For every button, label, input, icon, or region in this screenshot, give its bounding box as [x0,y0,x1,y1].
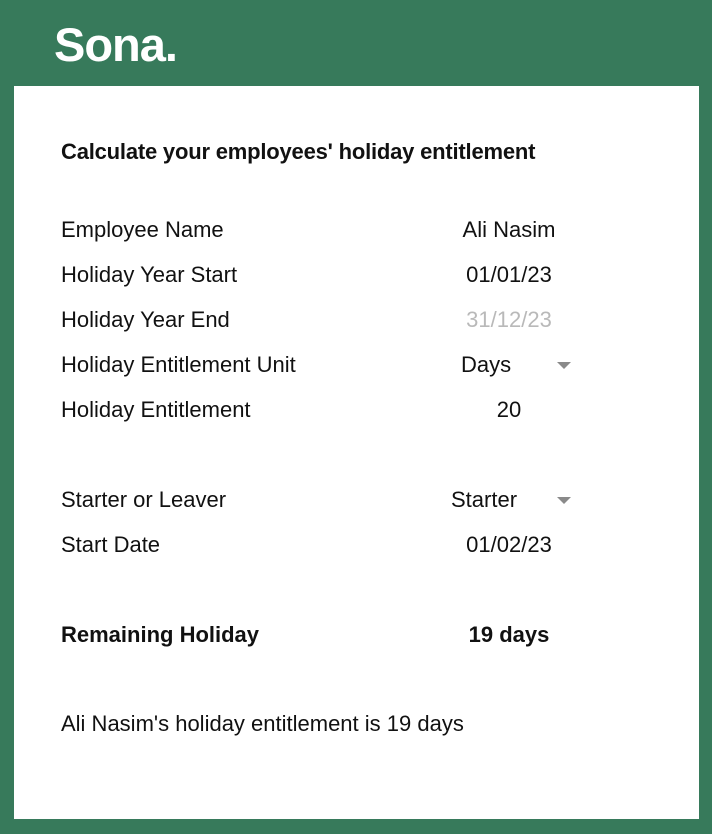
entitlement-unit-select[interactable]: Days [461,352,512,377]
remaining-holiday-value: 19 days [468,622,550,647]
holiday-entitlement-input[interactable]: 20 [496,397,522,422]
row-holiday-year-start [14,255,699,295]
chevron-down-icon[interactable] [557,362,571,369]
row-employee-name [14,210,699,250]
holiday-entitlement-label: Holiday Entitlement [61,397,251,422]
starter-or-leaver-select[interactable]: Starter [451,487,518,512]
row-starter-or-leaver [14,480,699,520]
holiday-year-end-value: 31/12/23 [466,307,552,332]
row-start-date [14,525,699,565]
entitlement-summary: Ali Nasim's holiday entitlement is 19 days [61,711,464,736]
starter-or-leaver-label: Starter or Leaver [61,487,227,512]
calculator-panel [14,86,699,819]
row-holiday-year-end [14,300,699,340]
row-holiday-entitlement [14,390,699,430]
row-entitlement-unit [14,345,699,385]
employee-name-input[interactable]: Ali Nasim [462,217,556,242]
row-remaining-holiday [14,615,699,655]
remaining-holiday-label: Remaining Holiday [61,622,260,647]
sona-logo: Sona. [54,18,177,71]
employee-name-label: Employee Name [61,217,224,242]
page-title: Calculate your employees' holiday entitlement [61,139,536,164]
holiday-year-start-label: Holiday Year Start [61,262,238,287]
start-date-label: Start Date [61,532,161,557]
holiday-year-start-input[interactable]: 01/01/23 [466,262,552,287]
holiday-year-end-label: Holiday Year End [61,307,230,332]
chevron-down-icon[interactable] [557,497,571,504]
start-date-input[interactable]: 01/02/23 [466,532,552,557]
entitlement-unit-label: Holiday Entitlement Unit [61,352,296,377]
